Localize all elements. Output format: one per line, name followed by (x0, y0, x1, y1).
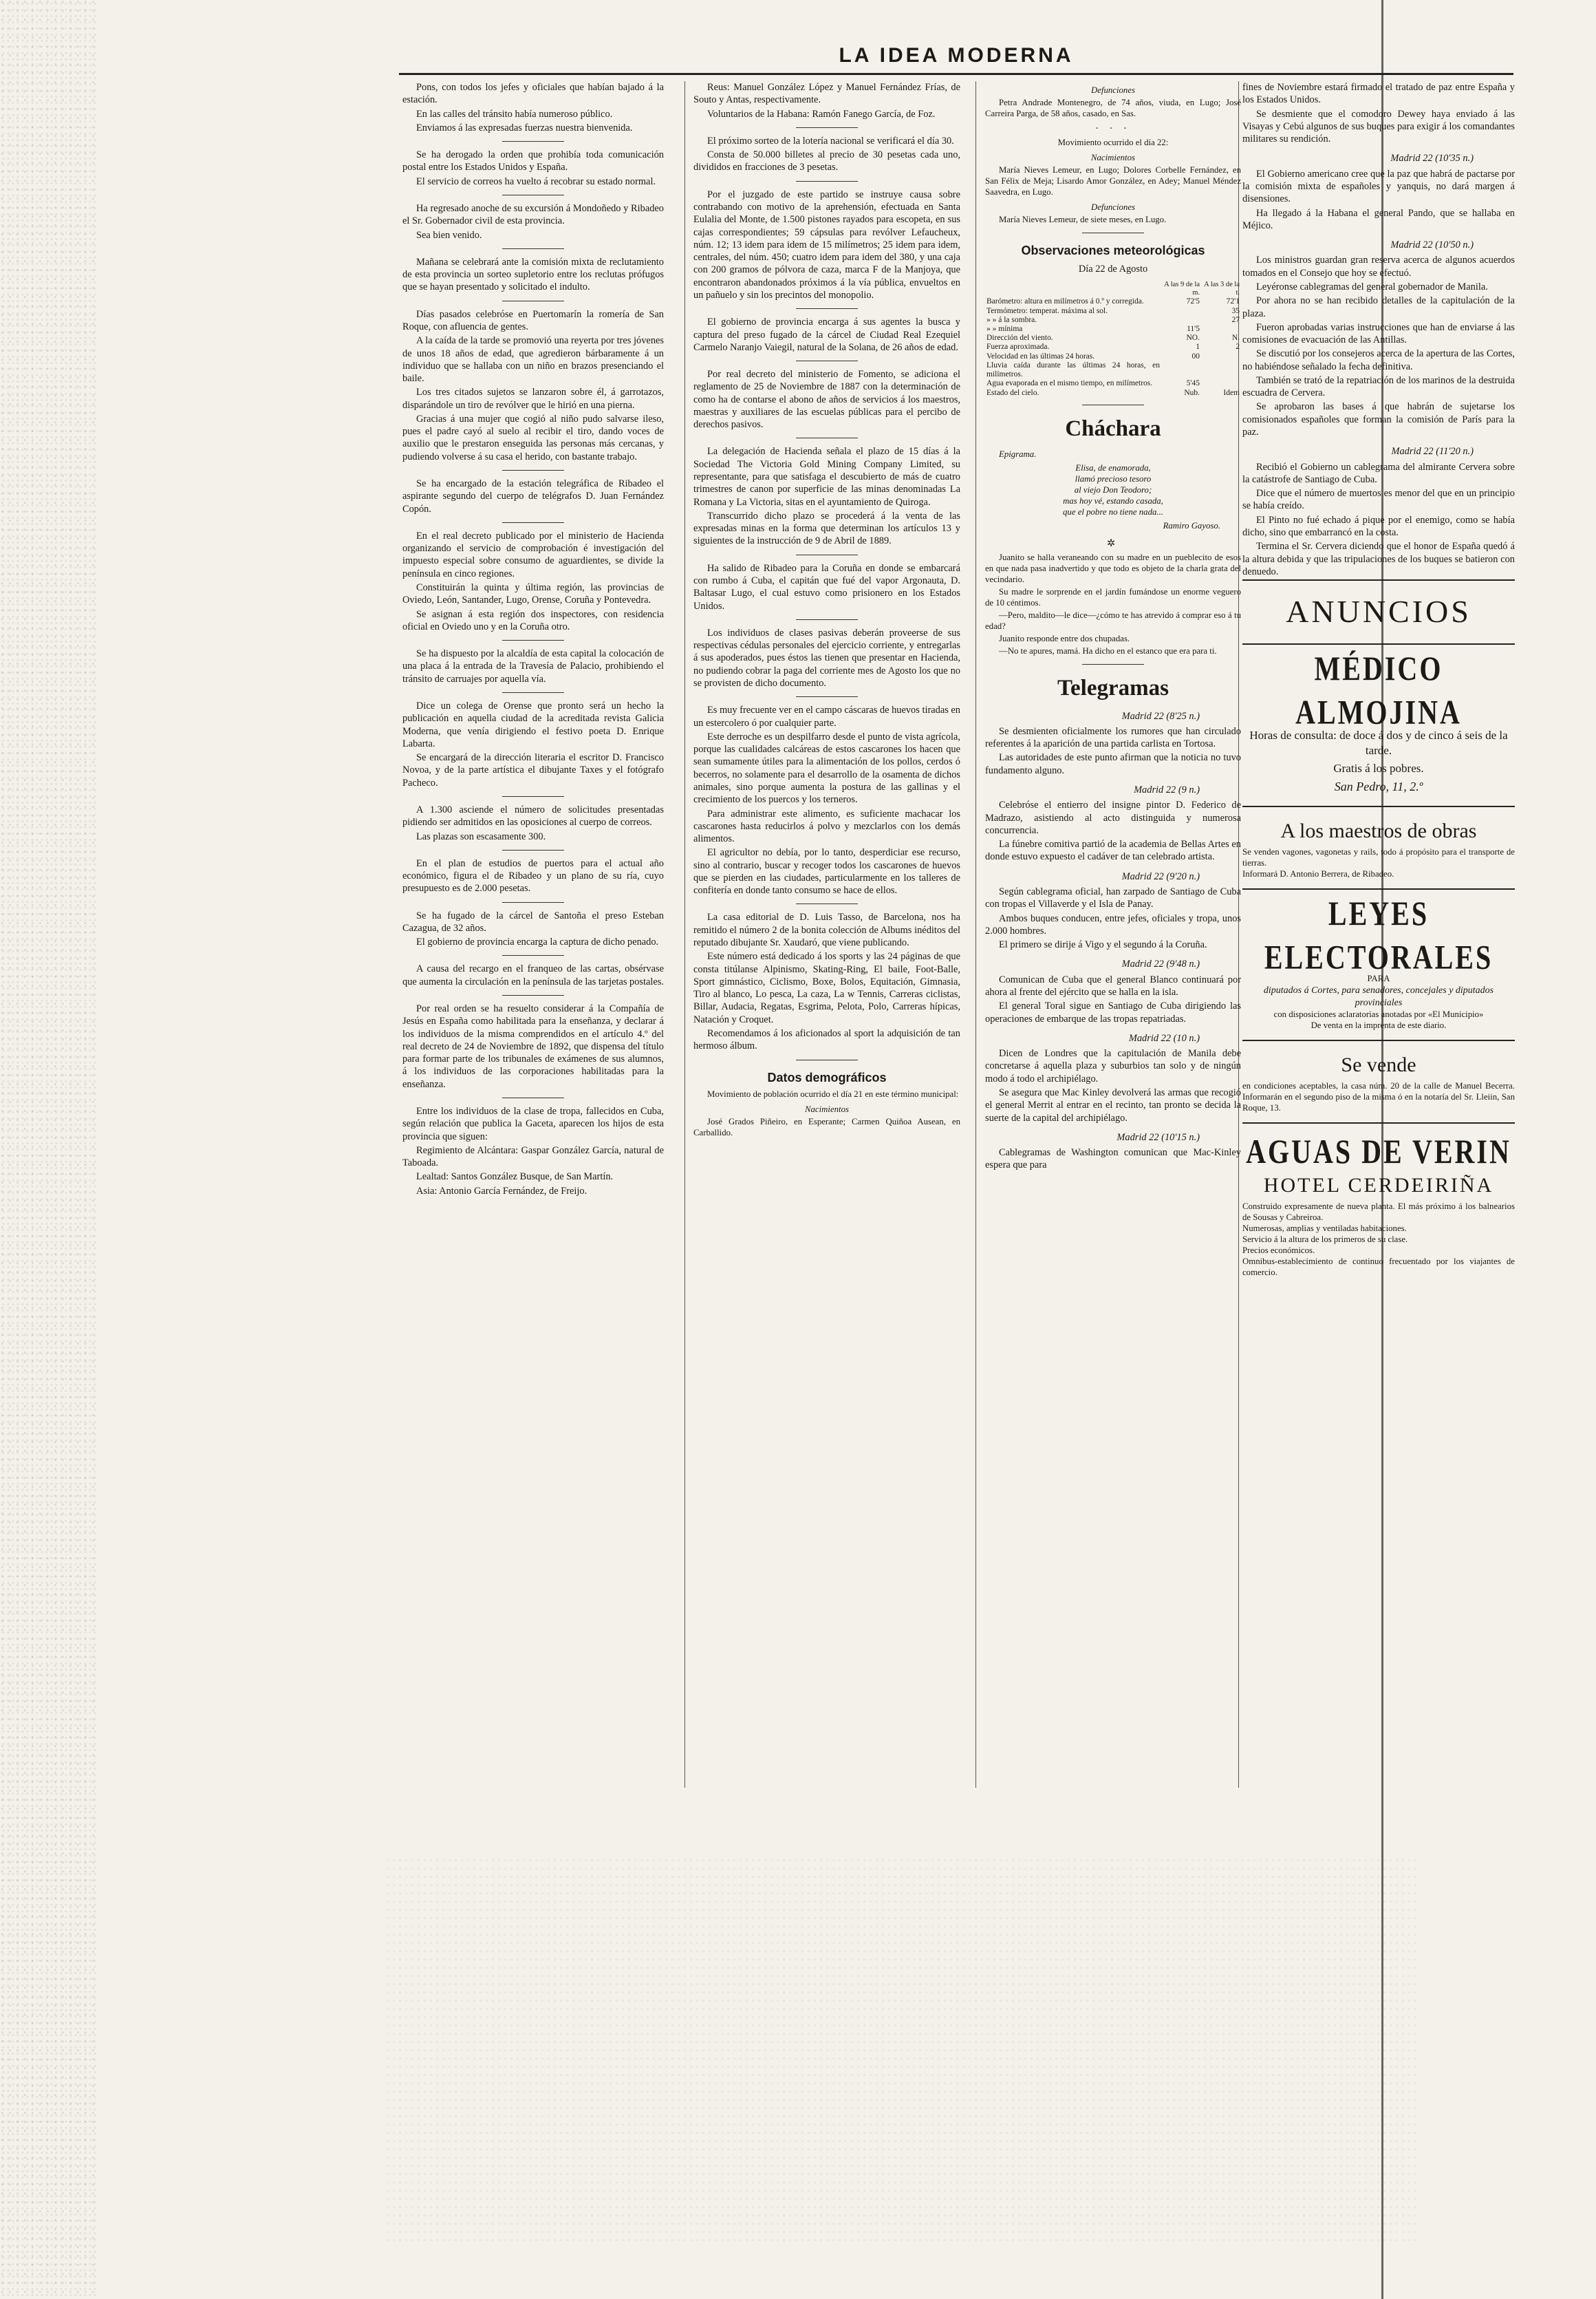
ad-text: Construido expresamente de nueva planta. El más próximo á los balnearios de Sousas y Cabreiroa. (1242, 1201, 1515, 1223)
news-paragraph: Consta de 50.000 billetes al precio de 30 pesetas cada uno, divididos en fracciones de 3 pesetas. (693, 149, 960, 173)
ad-text: Informará D. Antonio Berrera, de Ribadeo. (1242, 869, 1394, 879)
poem-line: llamó precioso tesoro (1075, 473, 1152, 484)
separator (796, 181, 858, 182)
telegram-paragraph: Ha llegado á la Habana el general Pando, que se hallaba en Méjico. (1242, 207, 1515, 231)
ad-text: en condiciones aceptables, la casa núm. 20 de la calle de Manuel Becerra. Informarán en el segundo piso de la misma ó en la notaría del Sr. Lleiin, San Roque, 13. (1242, 1081, 1515, 1113)
telegram-paragraph: Comunican de Cuba que el general Blanco continuará por ahora al frente del ejército que se halla en la isla. (985, 974, 1241, 998)
news-paragraph: Por real orden se ha resuelto considerar á la Compañía de Jesús en España como habilitada para la enseñanza, y declarar á los individuos de la misma comprendidos en el artículo 4.º del real decreto de 24 de Noviembre de 1892, que dispensa del título para formar parte de los tribunales de exámenes de sus alumnos, á los individuos de las corporaciones habilitadas para la enseñanza. (402, 1003, 664, 1090)
telegram-paragraph: Se asegura que Mac Kinley devolverá las armas que recogió el general Merrit al entrar en el recinto, tan pronto se decida la suerte de la capital del archipiélago. (985, 1087, 1241, 1124)
column-rule (975, 81, 976, 1788)
separator (796, 127, 858, 128)
births-list: José Grados Piñeiro, en Esperante; Carmen Quiñoa Ausean, en Carballido. (693, 1117, 960, 1138)
epigram-poem (985, 463, 1241, 518)
news-paragraph: Voluntarios de la Habana: Ramón Fanego García, de Foz. (707, 108, 936, 120)
news-paragraph: Se encargará de la dirección literaria el escritor D. Francisco Novoa, y de la parte artística el dibujante Taxes y el fotógrafo Pacheco. (402, 752, 664, 789)
weather-row: Termómetro: temperat. máxima al sol. 35 (986, 306, 1240, 315)
weather-row: Velocidad en las últimas 24 horas. 00 (986, 352, 1200, 361)
telegram-paragraph: También se trató de la repatriación de los marinos de la destruida escuadra de Cervera. (1242, 374, 1515, 399)
ad-text: De venta en la imprenta de este diario. (1311, 1020, 1447, 1031)
separator (796, 696, 858, 697)
telegram-dateline: Madrid 22 (10'50 n.) (1390, 239, 1474, 251)
column-3 (985, 81, 1241, 1173)
telegram-paragraph: Termina el Sr. Cervera diciendo que el honor de España quedó á la altura debida y que las tripulaciones de los buques se batieron con denuedo. (1242, 541, 1515, 577)
news-paragraph: Los tres citados sujetos se lanzaron sobre él, á garrotazos, disparándole un tiro de revólver que le hirió en una pierna. (402, 387, 664, 411)
telegram-paragraph: La fúnebre comitiva partió de la academia de Bellas Artes en donde estuvo expuesto el cadáver de tan celebrado artista. (985, 839, 1241, 863)
births-list: María Nieves Lemeur, en Lugo; Dolores Corbelle Fernández, en San Félix de Meja; Lisardo Amor González, en Adey; Manuel Méndez Saavedra, en Lugo. (985, 165, 1241, 197)
news-paragraph: Los individuos de clases pasivas deberán proveerse de sus respectivas cédulas personales del ejercicio corriente, y entregarlas á sus apoderados, pues éstos las tienen que presentar en Hacienda, no pudiendo cobrar la paga del corriente mes de Agosto los que no se provisten de dicho documento. (693, 627, 960, 689)
ad-text: PARA (1367, 973, 1390, 983)
ad-hotel: HOTEL CERDEIRIÑA (1263, 1174, 1494, 1197)
weather-row: Lluvia caída durante las últimas 24 horas, en milímetros. (986, 361, 1160, 379)
ad-title: LEYES ELECTORALES (1264, 894, 1493, 976)
news-paragraph: Las plazas son escasamente 300. (416, 831, 546, 842)
deaths-list: María Nieves Lemeur, de siete meses, en Lugo. (999, 215, 1167, 225)
column-rule (684, 81, 685, 1788)
telegram-paragraph: El general Toral sigue en Santiago de Cuba dirigiendo las operaciones de embarque de las tropas repatriadas. (985, 1001, 1241, 1025)
separator (502, 470, 564, 471)
news-paragraph: Se ha encargado de la estación telegráfica de Ribadeo el aspirante segundo del cuerpo de telégrafos D. Juan Fernández Copón. (402, 478, 664, 515)
news-paragraph: Se ha derogado la orden que prohibía toda comunicación postal entre los Estados Unidos y España. (402, 149, 664, 173)
section-title-telegramas: Telegramas (1057, 675, 1169, 701)
anecdote-paragraph: Su madre le sorprende en el jardín fumándose un enorme veguero de 10 céntimos. (985, 586, 1241, 608)
ad-text: Omnibus-establecimiento de continuo frecuentado por los viajantes de comercio. (1242, 1257, 1515, 1278)
separator (502, 796, 564, 797)
separator (502, 141, 564, 142)
ad-title: A los maestros de obras (1280, 820, 1477, 843)
separator (502, 995, 564, 996)
telegram-paragraph: Los ministros guardan gran reserva acerca de algunos acuerdos tomados en el Consejo que hoy se efectuó. (1242, 255, 1515, 279)
ad-medico (1242, 643, 1515, 806)
telegram-dateline: Madrid 22 (9'48 n.) (1121, 959, 1200, 970)
telegram-paragraph: Celebróse el entierro del insigne pintor D. Federico de Madrazo, asistiendo al acto distinguida y numerosa concurrencia. (985, 800, 1241, 836)
telegram-paragraph: Las autoridades de este punto afirman que la noticia no tuvo fundamento alguno. (985, 752, 1241, 776)
weather-col-header: A las 3 de la t. (1204, 281, 1240, 297)
separator (502, 248, 564, 249)
ad-text: Se venden vagones, vagonetas y rails, todo á propósito para el transporte de tierras. (1242, 847, 1515, 868)
dots-separator: · · · (1095, 122, 1131, 134)
separator (502, 692, 564, 693)
news-paragraph: Para administrar este alimento, es suficiente machacar los cascarones hasta reducirlos á polvo y mezclarlos con los demás alimentos. (693, 808, 960, 845)
news-paragraph: A 1.300 asciende el número de solicitudes presentadas pidiendo ser admitidos en las oposiciones al cuerpo de correos. (402, 804, 664, 828)
news-paragraph: Este número está dedicado á los sports y las 24 páginas de que consta titúlanse Alpinismo, Skating-Ring, El baile, Foot-Balle, Sport gimnástico, Ciclismo, Boxe, Bolos, Equitación, Gimnasia, Tiro al blanco, Lo pesca, La caza, La w Tennis, Carreras ciclistas, Billar, Audacia, Regatas, Esgrima, Pelota, Polo, Carreras hípicas, Natación y Croquet. (693, 951, 960, 1025)
ad-text: Horas de consulta: de doce á dos y de cinco á seis de la tarde. (1249, 729, 1508, 758)
ad-aguas-verin (1242, 1122, 1515, 1287)
weather-row: Dirección del viento. NO. N. (986, 334, 1240, 343)
anecdote-paragraph: —Pero, maldito—le dice—¿cómo te has atrevido á comprar eso á tu edad? (985, 610, 1241, 631)
section-title-observaciones: Observaciones meteorológicas (1021, 244, 1205, 258)
news-paragraph: Pons, con todos los jefes y oficiales que habían bajado á la estación. (402, 82, 664, 106)
news-paragraph: Asia: Antonio García Fernández, de Freijo. (416, 1185, 587, 1197)
weather-table (985, 281, 1241, 398)
telegram-paragraph: El Pinto no fué echado á pique por el enemigo, como se había dicho, sino que embarrancó en la costa. (1242, 514, 1515, 538)
telegram-paragraph: fines de Noviembre estará firmado el tratado de paz entre España y los Estados Unidos. (1242, 82, 1515, 106)
news-paragraph: Ha regresado anoche de su excursión á Mondoñedo y Ribadeo el Sr. Gobernador civil de esta provincia. (402, 202, 664, 227)
ad-text: Servicio á la altura de los primeros de su clase. (1242, 1234, 1408, 1245)
ad-text: diputados á Cortes, para senadores, concejales y diputados provinciales (1263, 985, 1494, 1009)
anecdote-paragraph: —No te apures, mamá. Ha dicho en el estanco que era para ti. (999, 645, 1217, 656)
news-paragraph: Gracias á una mujer que cogió al niño pudo salvarse ileso, pues el padre cayó al suelo al recibir el tiro, dando voces de auxilio que le prestaron enseguida las personas más cercanas, y pudiendo volverse á su casa el herido, con bastante trabajo. (402, 413, 664, 462)
ad-text: Precios económicos. (1242, 1245, 1315, 1256)
ad-text: con disposiciones aclaratorias anotadas por «El Municipio» (1273, 1009, 1484, 1020)
separator (796, 903, 858, 904)
news-paragraph: En las calles del tránsito había numeroso público. (416, 108, 613, 120)
separator (502, 955, 564, 956)
anecdote-paragraph: Juanito se halla veraneando con su madre en un pueblecito de esos en que nada pasa inadvertido y que todo es objeto de la charla grata del vecindario. (985, 552, 1241, 584)
weather-row: Agua evaporada en el mismo tiempo, en milímetros. 5'45 (986, 379, 1200, 388)
poem-line: que el pobre no tiene nada... (1063, 506, 1163, 517)
news-paragraph: Sea bien venido. (416, 229, 482, 241)
weather-row: Fuerza aproximada. 1 2 (986, 343, 1240, 352)
ad-title: Se vende (1341, 1054, 1416, 1077)
ad-title: MÉDICO ALMOJINA (1295, 648, 1462, 731)
news-paragraph: El gobierno de provincia encarga la captura de dicho penado. (416, 937, 659, 948)
telegram-paragraph: Ambos buques conducen, entre jefes, oficiales y tropa, unos 2.000 hombres. (985, 912, 1241, 937)
weather-row: » » á la sombra. 27 (986, 315, 1240, 324)
news-paragraph: El servicio de correos ha vuelto á recobrar su estado normal. (416, 175, 656, 187)
news-paragraph: El próximo sorteo de la lotería nacional se verificará el día 30. (707, 135, 954, 147)
telegram-paragraph: Según cablegrama oficial, han zarpado de Santiago de Cuba con tropas el Villaverde y el Isla de Panay. (985, 886, 1241, 910)
anuncios-header (1242, 579, 1515, 643)
ad-se-vende (1242, 1040, 1515, 1122)
telegram-paragraph: Dice que el número de muertos es menor del que en un principio se había creído. (1242, 488, 1515, 512)
news-paragraph: Se ha dispuesto por la alcaldía de esta capital la colocación de una placa á la entrada de la Travesía de Palacio, prohibiendo el tránsito de carruajes por aquella vía. (402, 648, 664, 685)
news-paragraph: Constituirán la quinta y última región, las provincias de Oviedo, León, Santander, Lugo, Orense, Coruña y Pontevedra. (402, 582, 664, 606)
news-paragraph: En el real decreto publicado por el ministerio de Hacienda organizando el servicio de comprobación é investigación del impuesto especial sobre consumo de aguardientes, se divide la península en cinco regiones. (402, 530, 664, 579)
ad-maestros (1242, 806, 1515, 888)
column-4 (1242, 81, 1515, 1287)
news-paragraph: A la caída de la tarde se promovió una reyerta por tres jóvenes de unos 18 años de edad, que agredieron bárbaramente á un individuo que se hallaba con un niño en brazos presenciando el baile. (402, 335, 664, 385)
ad-text: Numerosas, amplias y ventiladas habitaciones. (1242, 1223, 1407, 1234)
separator (796, 619, 858, 620)
news-paragraph: Este derroche es un despilfarro desde el punto de vista agrícola, porque las cualidades calcáreas de estos cascarones los hacen que sean sumamente útiles para la alimentación de los pollos, cerdos ó becerros, no solamente para el desarrollo de la osamenta de dichos animales, sino porque aumenta la postura de las gallinas y el crecimiento de los puercos y los terneros. (693, 731, 960, 806)
deaths-list: Petra Andrade Montenegro, de 74 años, viuda, en Lugo; José Carreira Parga, de 58 años, casado, en Sas. (985, 97, 1241, 118)
news-paragraph: Se ha fugado de la cárcel de Santoña el preso Esteban Cazagua, de 32 años. (402, 910, 664, 934)
news-paragraph: Lealtad: Santos González Busque, de San Martín. (416, 1171, 614, 1183)
anuncios-title: ANUNCIOS (1286, 594, 1471, 630)
news-paragraph: Regimiento de Alcántara: Gaspar González García, natural de Taboada. (402, 1144, 664, 1169)
telegram-paragraph: Cablegramas de Washington comunican que Mac-Kinley espera que para (985, 1147, 1241, 1171)
telegram-paragraph: Se discutió por los consejeros acerca de la apertura de las Cortes, no habiéndose señalado la fecha definitiva. (1242, 348, 1515, 372)
news-paragraph: La delegación de Hacienda señala el plazo de 15 días á la Sociedad The Victoria Gold Mining Company Limited, su representante, para que satisfaga el descubierto de más de cuatro trimestres de canon por superficie de las minas denominadas La Romana y La Victoria, sitas en el ayuntamiento de Quiroga. (693, 446, 960, 508)
deaths-label: Defunciones (1091, 85, 1135, 95)
separator (502, 640, 564, 641)
news-paragraph: Se asignan á esta región dos inspectores, con residencia oficial en Oviedo uno y en la Coruña otro. (402, 608, 664, 632)
asterisk-separator: ✲ (1106, 537, 1120, 549)
ad-text: Gratis á los pobres. (1333, 762, 1424, 776)
scan-bottom-noise (385, 1858, 1417, 2243)
anecdote-paragraph: Juanito responde entre dos chupadas. (999, 633, 1130, 643)
masthead-rule (399, 73, 1513, 75)
telegram-paragraph: Recibió el Gobierno un cablegrama del almirante Cervera sobre la catástrofe de Santiago de Cuba. (1242, 461, 1515, 485)
telegram-paragraph: Por ahora no se han recibido detalles de la capitulación de la plaza. (1242, 295, 1515, 319)
news-paragraph: Es muy frecuente ver en el campo cáscaras de huevos tiradas en un estercolero ó por cualquier parte. (693, 705, 960, 729)
news-paragraph: Dice un colega de Orense que pronto será un hecho la publicación en aquella ciudad de la acreditada revista Galicia Moderna, que venía dirigiendo el festivo poeta D. Enrique Labarta. (402, 700, 664, 749)
news-paragraph: Ha salido de Ribadeo para la Coruña en donde se embarcará con rumbo á Cuba, el capitán que fué del vapor Argonauta, D. Baltasar Lugo, el cual estuvo como prisionero en los Estados Unidos. (693, 562, 960, 612)
news-paragraph: Reus: Manuel González López y Manuel Fernández Frías, de Souto y Antas, respectivamente. (693, 82, 960, 106)
telegram-paragraph: Dicen de Londres que la capitulación de Manila debe concretarse á aquella plaza y suburbios tan solo y de ningún modo á todo el archipiélago. (985, 1048, 1241, 1084)
news-paragraph: Enviamos á las expresadas fuerzas nuestra bienvenida. (416, 122, 633, 133)
telegram-paragraph: El Gobierno americano cree que la paz que habrá de pactarse por la comisión mixta de españoles y yanquis, no dará margen á disensiones. (1242, 168, 1515, 205)
poem-line: Elisa, de enamorada, (1075, 462, 1151, 473)
weather-row: Barómetro: altura en milímetros á 0.º y corregida. 72'5 72'1 (986, 297, 1240, 306)
poem-line: mas hoy vé, estando casada, (1063, 495, 1163, 506)
news-paragraph: La casa editorial de D. Luis Tasso, de Barcelona, nos ha remitido el número 2 de la bonita colección de Albums inéditos del reputado dibujante Sr. Xaudaró, que viene publicando. (693, 912, 960, 949)
telegram-paragraph: El primero se dirije á Vigo y el segundo á la Coruña. (999, 939, 1207, 951)
poem-line: al viejo Don Teodoro; (1074, 484, 1152, 495)
news-paragraph: Por real decreto del ministerio de Fomento, se adiciona el reglamento de 25 de Noviembre de 1887 con la determinación de como ha de contarse el abono de años de servicios á los maestros, maestras y auxiliares de las escuelas públicas para el percibo de derechos pasivos. (693, 369, 960, 431)
news-paragraph: El gobierno de provincia encarga á sus agentes la busca y captura del preso fugado de la cárcel de Ciudad Real Ezequiel Carmelo Naranjo Vaiegil, natural de la Solana, de 26 años de edad. (693, 317, 960, 353)
observations-date: Día 22 de Agosto (1078, 263, 1148, 275)
poem-author: Ramiro Gayoso. (1163, 520, 1220, 531)
separator (502, 902, 564, 903)
news-paragraph: Transcurrido dicho plazo se procederá á la venta de las expresadas minas en la forma que determinan los artículos 13 y siguientes de la instrucción de 9 de Abril de 1889. (693, 510, 960, 547)
telegram-paragraph: Se desmienten oficialmente los rumores que han circulado referentes á la aparición de una partida carlista en Tortosa. (985, 725, 1241, 750)
news-paragraph: El agricultor no debía, por lo tanto, desperdiciar ese recurso, sino al contrario, buscar y recoger todos los cascarones de huevos que se pierden en las ciudades, particularmente en los talleres de confitería en donde tanto consumo se hace de ellos. (693, 847, 960, 897)
news-paragraph: Recomendamos á los aficionados al sport la adquisición de tan hermoso álbum. (693, 1028, 960, 1052)
weather-col-header: A las 9 de la m. (1164, 281, 1200, 297)
news-paragraph: En el plan de estudios de puertos para el actual año económico, figura el de Ribadeo y un plano de su ría, cuyo presupuesto es de 2.000 pesetas. (402, 857, 664, 895)
column-2 (693, 81, 960, 1140)
telegram-dateline: Madrid 22 (11'20 n.) (1391, 446, 1474, 458)
weather-row: » » mínima 11'5 (986, 325, 1200, 334)
telegram-paragraph: Se desmiente que el comodoro Dewey haya enviado á las Visayas y Cebú algunos de sus buques para exigir á los comandantes militares su rendición. (1242, 108, 1515, 145)
telegram-dateline: Madrid 22 (10'35 n.) (1390, 153, 1474, 164)
telegram-dateline: Madrid 22 (10 n.) (1128, 1032, 1200, 1044)
telegram-dateline: Madrid 22 (9'20 n.) (1121, 870, 1200, 882)
separator (796, 308, 858, 309)
telegram-dateline: Madrid 22 (8'25 n.) (1121, 710, 1200, 722)
news-paragraph: Días pasados celebróse en Puertomarín la romería de San Roque, con afluencia de gentes. (402, 308, 664, 332)
telegram-dateline: Madrid 22 (10'15 n.) (1117, 1131, 1200, 1143)
news-paragraph: Mañana se celebrará ante la comisión mixta de reclutamiento de esta provincia un sorteo supletorio entre los reclutas prófugos que se hayan presentado y solicitado el indulto. (402, 256, 664, 293)
column-1 (402, 81, 664, 1203)
scan-edge-speckle (0, 0, 96, 2299)
telegram-dateline: Madrid 22 (9 n.) (1134, 784, 1200, 796)
demog-intro: Movimiento de población ocurrido el día 21 en este término municipal: (707, 1089, 959, 1100)
section-title-chachara: Cháchara (1065, 416, 1161, 441)
news-paragraph: Entre los individuos de la clase de tropa, fallecidos en Cuba, según relación que publica la Gaceta, aparecen los hijos de esta provincia que siguen: (402, 1106, 664, 1142)
separator (502, 522, 564, 523)
news-paragraph: A causa del recargo en el franqueo de las cartas, obsérvase que aumenta la circulación en la península de las tarjetas postales. (402, 963, 665, 987)
movement-22: Movimiento ocurrido el día 22: (1057, 138, 1169, 148)
telegram-paragraph: Leyéronse cablegramas del general gobernador de Manila. (1256, 281, 1488, 292)
section-title-demograficos: Datos demográficos (767, 1070, 887, 1084)
separator (1082, 664, 1144, 665)
epigram-label: Epigrama. (999, 449, 1037, 459)
telegram-paragraph: Fueron aprobadas varias instrucciones que han de enviarse á las comisiones de evacuación de las Antillas. (1242, 321, 1515, 346)
deaths-label: Defunciones (1091, 202, 1135, 213)
separator (502, 850, 564, 851)
births-label: Nacimientos (1091, 153, 1135, 163)
ad-title: AGUAS DE VERIN (1246, 1132, 1511, 1171)
news-paragraph: Por el juzgado de este partido se instruye causa sobre contrabando con motivo de la aprehensión, efectuada en Santa Eulalia del Monte, de 1.500 pistones rayados para escopeta, en sus cajas correspondientes; 59 cápsulas para revólver Lefaucheux, núm. 12; 13 idem para idem de 15 milímetros; 25 idem para idem, centrales, del núm. 450; cuatro idem para idem del 380, y una caja con 200 gramos de pólvora de caza, marca F de la Manjoya, que encontraron abandonados próximos á la vía pública, envueltos en un pañuelo y sin los precintos del monopolio. (693, 189, 960, 301)
telegram-paragraph: Se aprobaron las bases á que habrán de sujetarse los comisionados españoles que forman la comisión de París para la paz. (1242, 401, 1515, 438)
ad-address: San Pedro, 11, 2.º (1334, 780, 1423, 794)
ad-leyes (1242, 888, 1515, 1040)
births-label: Nacimientos (805, 1104, 849, 1115)
weather-row: Estado del cielo. Nub. Idem (986, 388, 1240, 397)
masthead: LA IDEA MODERNA (839, 44, 1074, 67)
